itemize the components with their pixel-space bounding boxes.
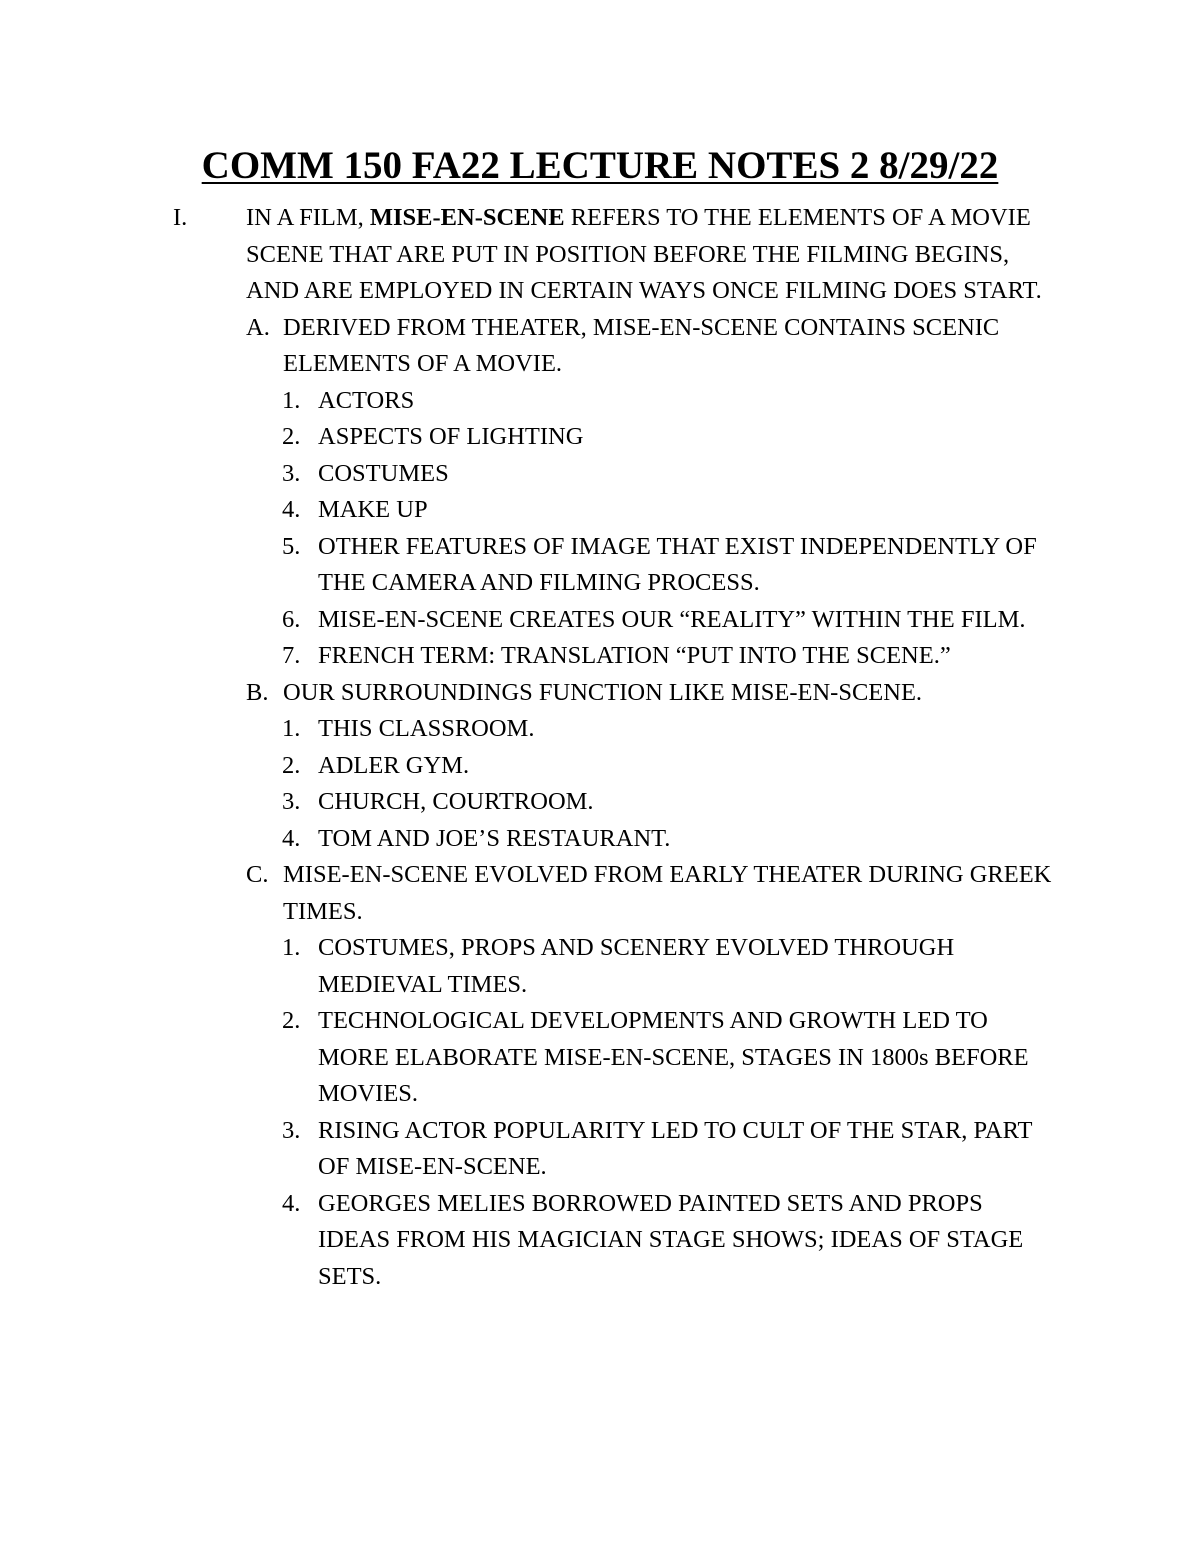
subsection-marker: A. [246,313,270,341]
subsection-b [0,675,1200,712]
subsection-text: MISE-EN-SCENE EVOLVED FROM EARLY THEATER DURING GREEK TIMES. [283,861,1052,925]
list-item [0,492,1200,529]
item-text: ACTORS [318,386,415,414]
subsection-marker: B. [246,678,269,706]
item-marker: 3. [282,459,301,487]
list-item [0,821,1200,858]
item-text: OTHER FEATURES OF IMAGE THAT EXIST INDEPENDENTLY OF THE CAMERA AND FILMING PROCESS. [318,532,1037,596]
item-marker: 4. [282,1189,301,1217]
item-marker: 3. [282,1116,301,1144]
item-marker: 6. [282,605,301,633]
item-text: ASPECTS OF LIGHTING [318,423,584,450]
list-item [0,748,1200,785]
item-text: FRENCH TERM: TRANSLATION “PUT INTO THE SCENE.” [318,642,951,669]
list-item [0,419,1200,456]
item-text: CHURCH, COURTROOM. [318,788,594,815]
list-item [0,1003,1200,1113]
item-marker: 4. [282,496,301,523]
term-mise-en-scene: MISE-EN-SCENE [369,204,565,231]
section-i-text: IN A FILM, MISE-EN-SCENE REFERS TO THE ELEMENTS OF A MOVIE SCENE THAT ARE PUT IN POSITION BEFORE THE FILMING BEGINS, AND ARE EMPLOYED IN CERTAIN WAYS ONCE FILMING DOES START. [246,204,1042,304]
subsection-marker: C. [246,861,269,888]
list-item [0,1113,1200,1186]
list-item [0,711,1200,748]
page-title: COMM 150 FA22 LECTURE NOTES 2 8/29/22 [201,144,999,187]
list-item [0,456,1200,493]
item-text: TOM AND JOE’S RESTAURANT. [318,824,671,852]
item-marker: 3. [282,788,301,815]
section-i-marker: I. [173,204,188,231]
lecture-outline [0,200,1200,1295]
item-marker: 2. [282,1007,301,1034]
list-item [0,1186,1200,1296]
item-marker: 1. [282,934,301,961]
item-marker: 1. [282,386,301,414]
subsection-c [0,857,1200,930]
subsection-text: OUR SURROUNDINGS FUNCTION LIKE MISE-EN-SCENE. [283,678,923,706]
list-item [0,529,1200,602]
item-text: TECHNOLOGICAL DEVELOPMENTS AND GROWTH LED TO MORE ELABORATE MISE-EN-SCENE, STAGES IN 1800s BEFORE MOVIES. [318,1007,1029,1107]
list-item [0,602,1200,639]
item-marker: 1. [282,715,301,742]
item-text: MAKE UP [318,496,428,523]
item-marker: 2. [282,423,301,450]
item-text: ADLER GYM. [318,751,470,779]
subsection-text: DERIVED FROM THEATER, MISE-EN-SCENE CONTAINS SCENIC ELEMENTS OF A MOVIE. [283,313,1000,377]
section-i [0,200,1200,310]
item-text: MISE-EN-SCENE CREATES OUR “REALITY” WITHIN THE FILM. [318,605,1026,633]
item-marker: 7. [282,642,301,669]
list-item [0,638,1200,675]
item-text: THIS CLASSROOM. [318,715,535,742]
item-text: COSTUMES [318,459,449,487]
list-item [0,930,1200,1003]
item-text: RISING ACTOR POPULARITY LED TO CULT OF THE STAR, PART OF MISE-EN-SCENE. [318,1116,1033,1180]
list-item [0,784,1200,821]
item-marker: 5. [282,532,301,560]
item-marker: 2. [282,751,301,779]
item-text: COSTUMES, PROPS AND SCENERY EVOLVED THROUGH MEDIEVAL TIMES. [318,934,955,998]
subsection-a [0,310,1200,383]
list-item [0,383,1200,420]
item-text: GEORGES MELIES BORROWED PAINTED SETS AND PROPS IDEAS FROM HIS MAGICIAN STAGE SHOWS; IDEAS OF STAGE SETS. [318,1189,1024,1290]
item-marker: 4. [282,824,301,852]
